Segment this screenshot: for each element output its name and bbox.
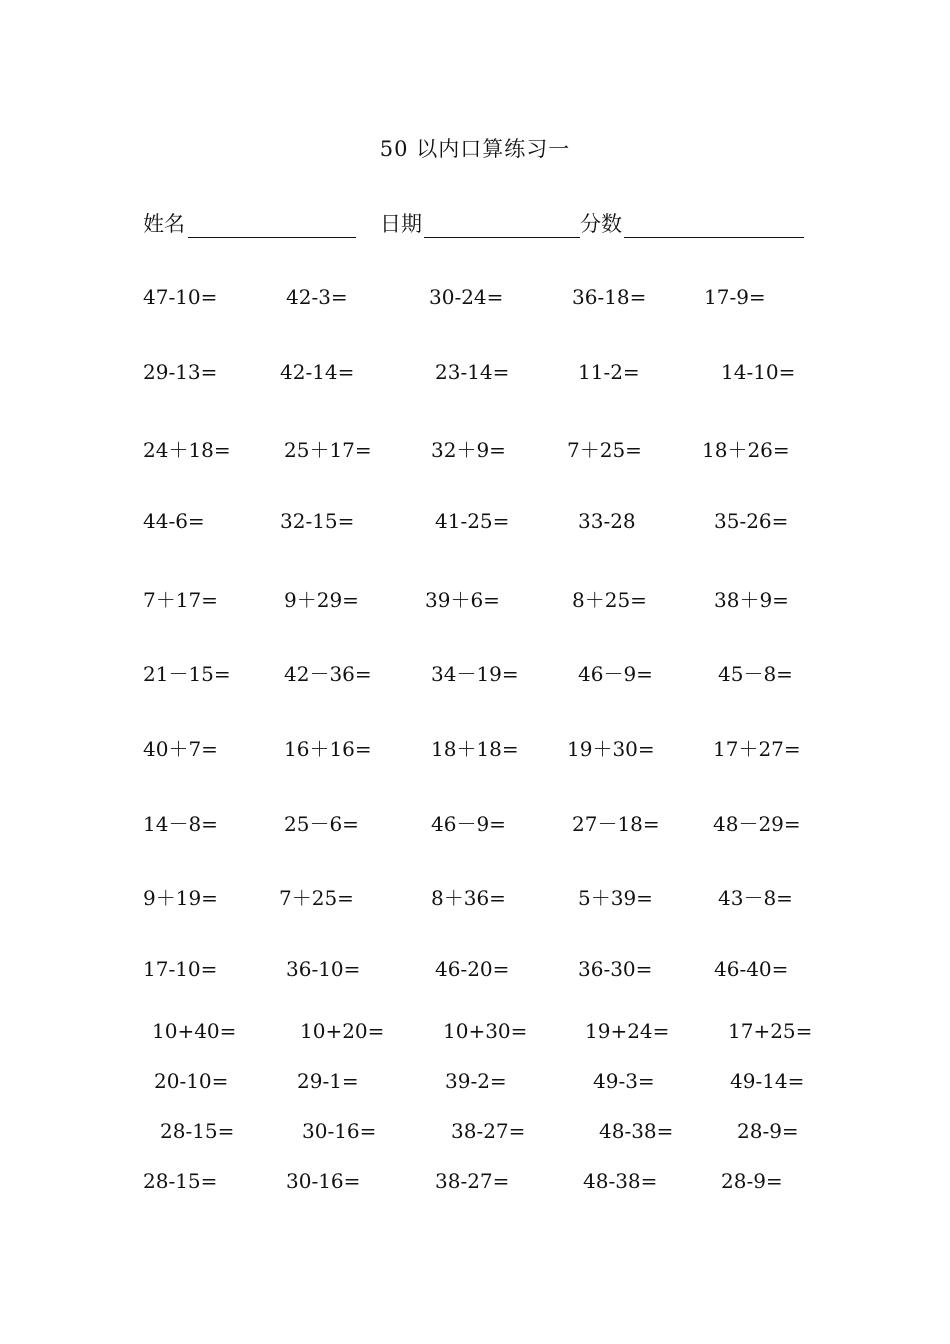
problem: 38＋9=	[714, 588, 789, 612]
problem: 28-15=	[143, 1169, 218, 1193]
problem: 17＋27=	[713, 737, 801, 761]
problem: 8＋36=	[431, 886, 506, 910]
problem: 34－19=	[431, 662, 519, 686]
problem: 46－9=	[431, 812, 506, 836]
problem: 36-30=	[578, 957, 653, 981]
problem: 17-10=	[143, 957, 218, 981]
problem-row	[0, 808, 950, 838]
problem: 38-27=	[451, 1119, 526, 1143]
problem: 28-9=	[721, 1169, 783, 1193]
problem: 36-10=	[286, 957, 361, 981]
problem: 29-1=	[297, 1069, 359, 1093]
problem-row	[0, 882, 950, 912]
problem: 38-27=	[435, 1169, 510, 1193]
problem: 33-28	[578, 509, 636, 533]
problem: 23-14=	[435, 360, 510, 384]
problem: 30-16=	[302, 1119, 377, 1143]
problem: 7＋25=	[567, 438, 642, 462]
problem: 30-16=	[286, 1169, 361, 1193]
date-label: 日期	[380, 212, 422, 236]
name-blank[interactable]	[188, 237, 356, 238]
problem: 9＋29=	[284, 588, 359, 612]
problem-row	[0, 1119, 950, 1149]
problem-row	[0, 1069, 950, 1099]
problem: 32＋9=	[431, 438, 506, 462]
problem: 43－8=	[718, 886, 793, 910]
problem: 32-15=	[280, 509, 355, 533]
problem: 25－6=	[284, 812, 359, 836]
problem: 10+30=	[443, 1019, 528, 1043]
problem: 11-2=	[578, 360, 640, 384]
problem-row	[0, 658, 950, 688]
problem: 9＋19=	[143, 886, 218, 910]
problem: 42-3=	[286, 285, 348, 309]
problem: 27－18=	[572, 812, 660, 836]
problem: 30-24=	[429, 285, 504, 309]
problem: 48-38=	[599, 1119, 674, 1143]
problem: 8＋25=	[572, 588, 647, 612]
problem: 47-10=	[143, 285, 218, 309]
problem: 46-20=	[435, 957, 510, 981]
problem: 18＋26=	[702, 438, 790, 462]
problem: 49-14=	[730, 1069, 805, 1093]
problem: 16＋16=	[284, 737, 372, 761]
problem: 25＋17=	[284, 438, 372, 462]
problem: 49-3=	[593, 1069, 655, 1093]
problem-row	[0, 509, 950, 539]
problem: 10+20=	[300, 1019, 385, 1043]
problem: 20-10=	[154, 1069, 229, 1093]
problem: 42-14=	[280, 360, 355, 384]
problem: 17+25=	[728, 1019, 813, 1043]
problem: 42－36=	[284, 662, 372, 686]
date-blank[interactable]	[424, 237, 580, 238]
problem: 28-15=	[160, 1119, 235, 1143]
problem: 46－9=	[578, 662, 653, 686]
problem: 40＋7=	[143, 737, 218, 761]
page-title: 50 以内口算练习一	[379, 137, 571, 161]
problem: 17-9=	[704, 285, 766, 309]
problem: 39＋6=	[425, 588, 500, 612]
problem-row	[0, 285, 950, 315]
problem: 14－8=	[143, 812, 218, 836]
problem: 21－15=	[143, 662, 231, 686]
problem: 29-13=	[143, 360, 218, 384]
problem: 19＋30=	[567, 737, 655, 761]
problem: 28-9=	[737, 1119, 799, 1143]
score-label: 分数	[580, 212, 622, 236]
student-info	[143, 205, 823, 245]
problem: 46-40=	[714, 957, 789, 981]
problem: 18＋18=	[431, 737, 519, 761]
problem: 14-10=	[721, 360, 796, 384]
problem: 7＋17=	[143, 588, 218, 612]
problem: 39-2=	[445, 1069, 507, 1093]
problem-row	[0, 1019, 950, 1049]
problem: 7＋25=	[279, 886, 354, 910]
problem-row	[0, 360, 950, 390]
problem: 45－8=	[718, 662, 793, 686]
problem-row	[0, 434, 950, 464]
problem-row	[0, 584, 950, 614]
problem: 48-38=	[583, 1169, 658, 1193]
score-blank[interactable]	[624, 237, 804, 238]
problem: 44-6=	[143, 509, 205, 533]
problem: 5＋39=	[578, 886, 653, 910]
problem: 41-25=	[435, 509, 510, 533]
problem: 48－29=	[713, 812, 801, 836]
name-label: 姓名	[143, 212, 185, 236]
problem: 10+40=	[152, 1019, 237, 1043]
problem-row	[0, 1169, 950, 1199]
problem: 24＋18=	[143, 438, 231, 462]
problem: 36-18=	[572, 285, 647, 309]
problem-row	[0, 957, 950, 987]
problem-row	[0, 733, 950, 763]
problem: 35-26=	[714, 509, 789, 533]
problem: 19+24=	[585, 1019, 670, 1043]
